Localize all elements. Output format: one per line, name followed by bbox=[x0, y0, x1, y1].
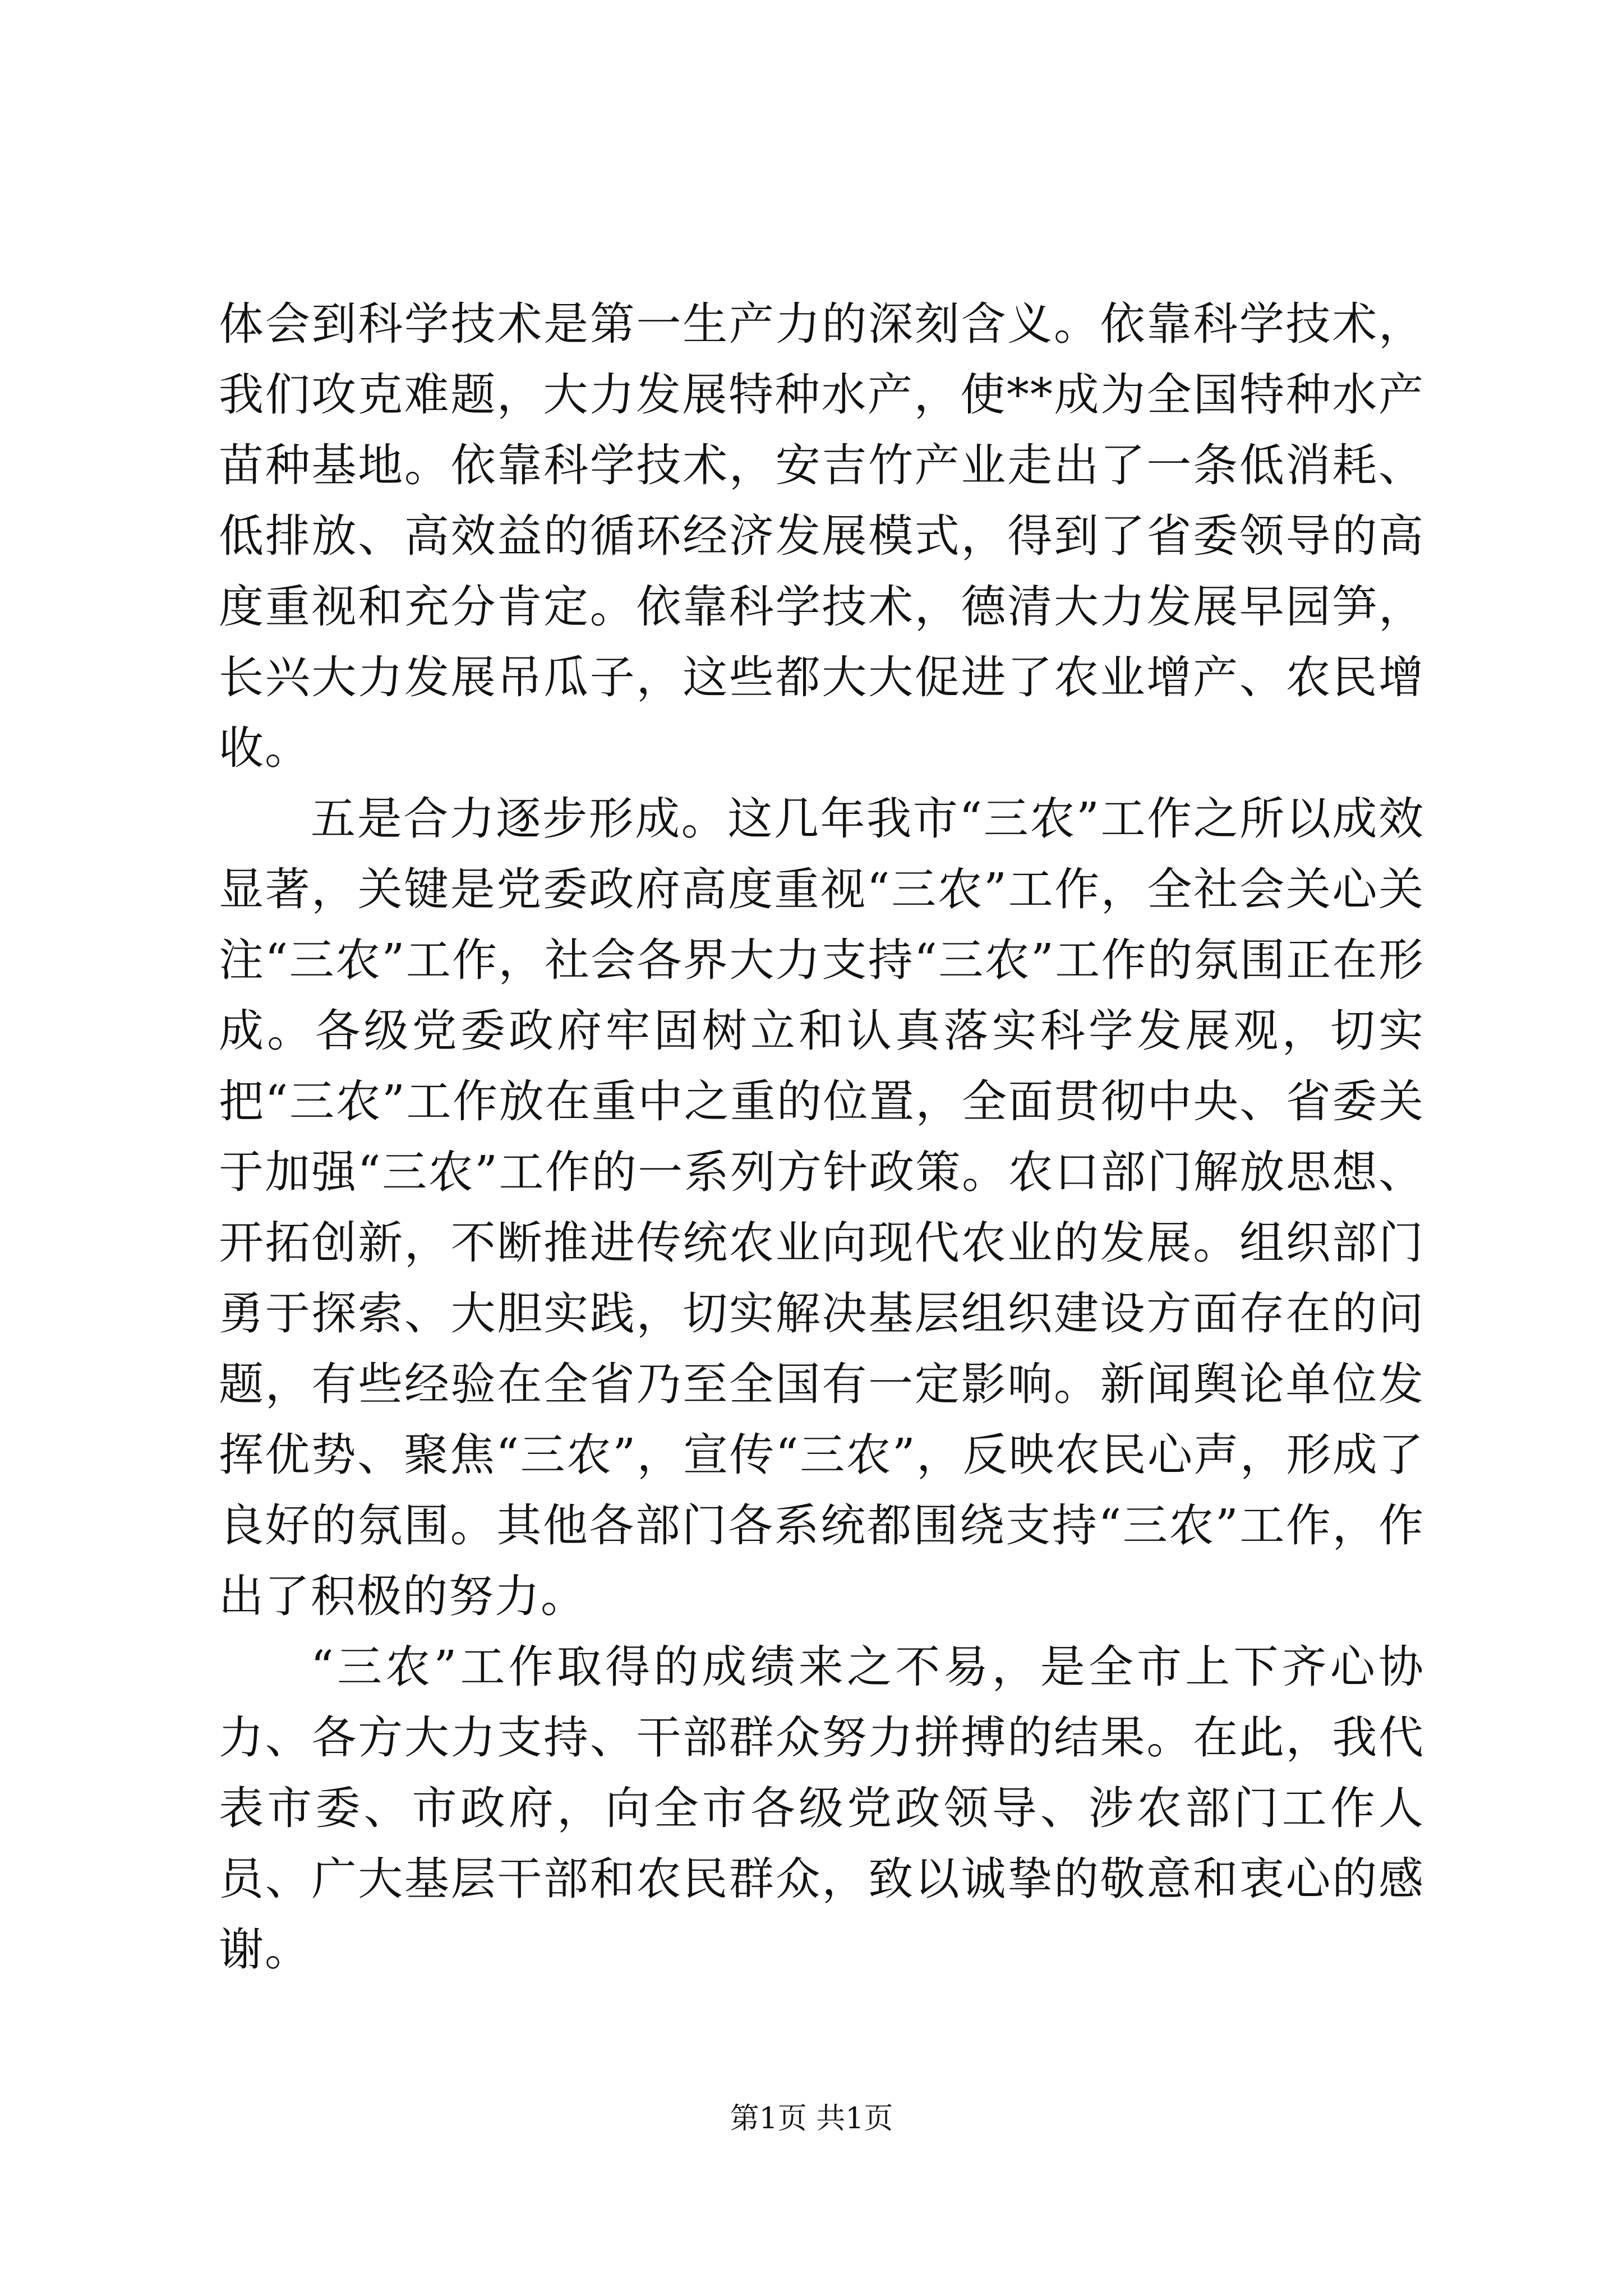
paragraph-item-five: 五是合力逐步形成。这几年我市“三农”工作之所以成效显著，关键是党委政府高度重视“三农”工作，全社会关心关注“三农”工作，社会各界大力支持“三农”工作的氛围正在形成。各级党委政府牢固树立和认真落实科学发展观，切实把“三农”工作放在重中之重的位置，全面贯彻中央、省委关于加强“三农”工作的一系列方针政策。农口部门解放思想、开拓创新，不断推进传统农业向现代农业的发展。组织部门勇于探索、大胆实践，切实解决基层组织建设方面存在的问题，有些经验在全省乃至全国有一定影响。新闻舆论单位发挥优势、聚焦“三农”，宣传“三农”，反映农民心声，形成了良好的氛围。其他各部门各系统都围绕支持“三农”工作，作出了积极的努力。 bbox=[219, 793, 1424, 1622]
document-body bbox=[219, 289, 1424, 1985]
paragraph-continuation: 体会到科学技术是第一生产力的深刻含义。依靠科学技术，我们攻克难题，大力发展特种水产，使**成为全国特种水产苗种基地。依靠科学技术，安吉竹产业走出了一条低消耗、低排放、高效益的循环经济发展模式，得到了省委领导的高度重视和充分肯定。依靠科学技术，德清大力发展早园笋，长兴大力发展吊瓜子，这些都大大促进了农业增产、农民增收。 bbox=[219, 298, 1424, 774]
paragraph-thanks: “三农”工作取得的成绩来之不易，是全市上下齐心协力、各方大力支持、干部群众努力拼搏的结果。在此，我代表市委、市政府，向全市各级党政领导、涉农部门工作人员、广大基层干部和农民群众，致以诚挚的敬意和衷心的感谢。 bbox=[219, 1641, 1424, 1976]
page-footer: 第1页 共1页 bbox=[730, 2102, 893, 2136]
